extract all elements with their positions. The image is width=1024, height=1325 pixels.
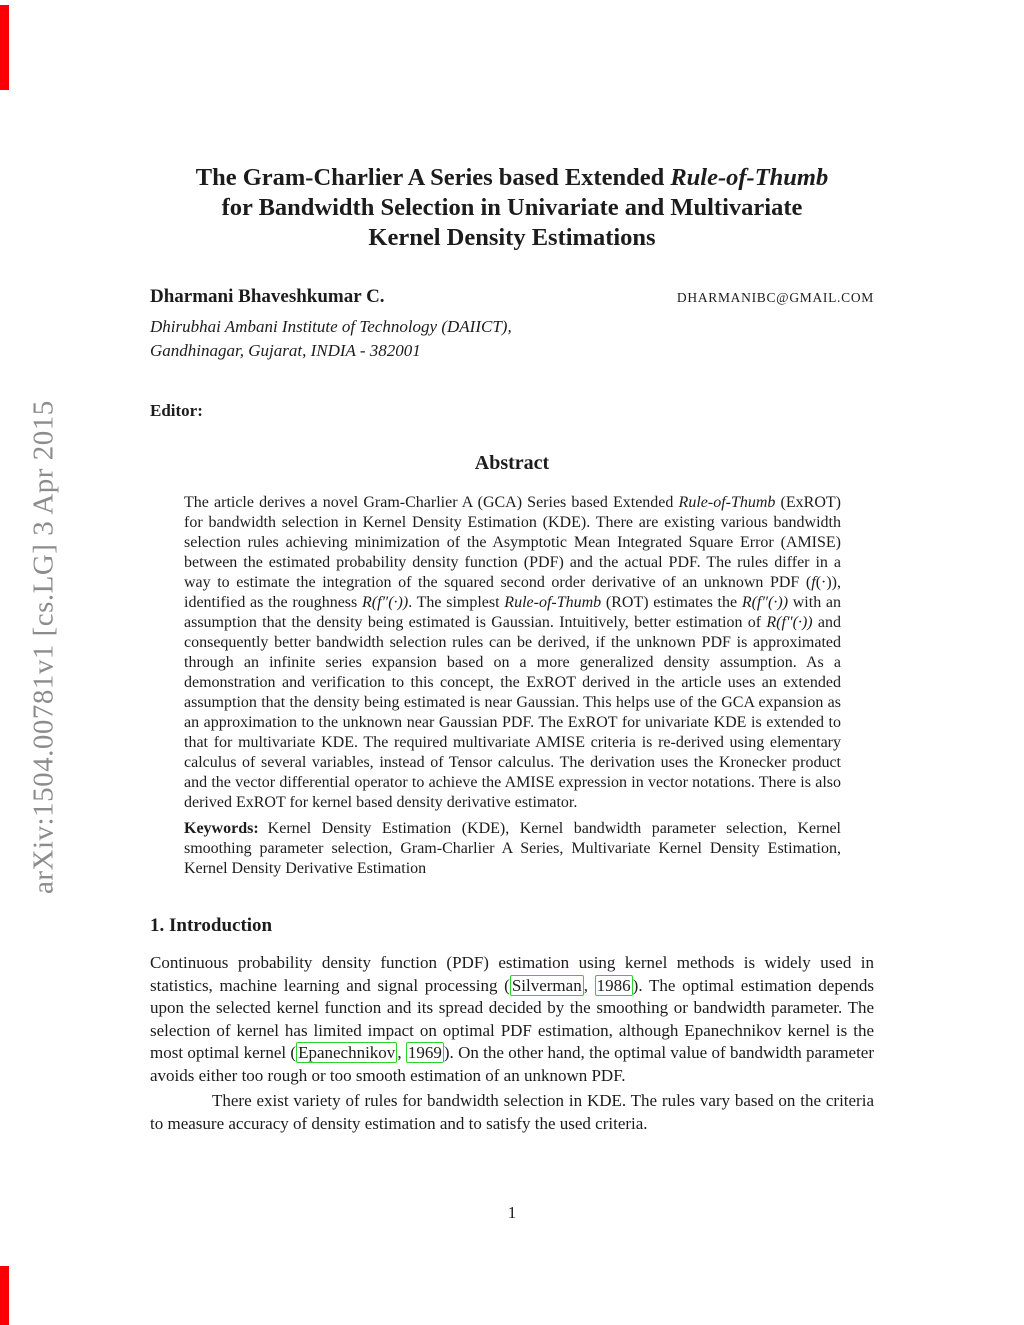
text-segment: ). The optimal estimation depends upon the selected kernel function and its spread decided by the smoothing or bandwidth parameter. The selection of kernel has limited impact on optimal PDF estimation, although Epanechnikov kernel is the most optimal kernel ( <box>150 975 874 1062</box>
text-segment: . The simplest <box>408 594 505 611</box>
text-segment: R(f″(·)) <box>741 594 789 611</box>
citation-link[interactable]: 1986 <box>596 975 631 995</box>
text-segment: Continuous probability density function (PDF) estimation using kernel methods is widely used in statistics, machine learning and signal processing ( <box>150 953 874 995</box>
abstract-heading: Abstract <box>474 452 550 474</box>
text-segment: , <box>583 975 595 995</box>
left-edge-marker-bottom <box>0 1266 9 1325</box>
title-line-2: for Bandwidth Selection in Univariate and Multivariate <box>221 194 803 221</box>
text-segment: , <box>397 1043 406 1062</box>
arxiv-watermark: arXiv:1504.00781v1 [cs.LG] 3 Apr 2015 <box>27 400 60 894</box>
title-line-3: Kernel Density Estimations <box>368 224 656 251</box>
paper-content <box>150 0 874 1135</box>
text-segment: (ROT) estimates the <box>601 594 742 611</box>
keywords-label: Keywords: <box>184 820 259 837</box>
text-segment: R(f″(·)) <box>766 614 813 631</box>
title-line-1 <box>150 163 874 193</box>
citation-link[interactable]: Silverman <box>511 975 582 995</box>
text-segment: Rule-of-Thumb <box>504 594 602 611</box>
paper-title <box>150 163 874 253</box>
author-affiliation <box>150 315 874 362</box>
keywords <box>184 819 841 879</box>
citation-link[interactable]: 1969 <box>407 1043 442 1062</box>
text-segment: with an assumption that the density being estimated is Gaussian. Intuitively, better estimation of <box>184 594 842 631</box>
text-segment: (ExROT) for bandwidth selection in Kernel Density Estimation (KDE). There are existing various bandwidth selection rules achieving minimization of the Asymptotic Mean Integrated Square Error (AMISE) between the estimated probability density function (PDF) and the actual PDF. The rules differ in a way to estimate the integration of the squared second order derivative of an unknown PDF ( <box>184 494 841 591</box>
title-line1-regular: The Gram-Charlier A Series based Extended <box>195 164 671 191</box>
intro-paragraph-1 <box>150 952 874 1087</box>
left-edge-marker-top <box>0 5 9 90</box>
affiliation-line-2: Gandhinagar, Gujarat, INDIA - 382001 <box>150 340 421 360</box>
text-segment: (·)), identified as the roughness <box>184 574 841 611</box>
author-email: DHARMANIBC@GMAIL.COM <box>676 290 874 305</box>
page-number: 1 <box>507 1203 517 1222</box>
intro-paragraph-2: There exist variety of rules for bandwidth selection in KDE. The rules vary based on the criteria to measure accuracy of density estimation and to satisfy the used criteria. <box>150 1091 874 1133</box>
text-segment: f <box>811 574 816 591</box>
author-row <box>150 286 874 308</box>
text-segment: Rule-of-Thumb <box>678 494 776 511</box>
author-name: Dharmani Bhaveshkumar C. <box>150 286 385 307</box>
citation-link[interactable]: Epanechnikov <box>298 1043 396 1062</box>
title-line1-italic: Rule-of-Thumb <box>670 164 829 191</box>
affiliation-line-1: Dhirubhai Ambani Institute of Technology (DAIICT), <box>150 317 512 336</box>
section-heading-introduction: 1. Introduction <box>150 915 273 936</box>
abstract-body <box>184 493 841 813</box>
editor-label: Editor: <box>150 401 203 420</box>
keywords-text: Kernel Density Estimation (KDE), Kernel bandwidth parameter selection, Kernel smoothing parameter selection, Gram-Charlier A Series, Multivariate Kernel Density Estimation, Kernel Density Derivative Estimation <box>184 820 841 877</box>
text-segment: and consequently better bandwidth selection rules can be derived, if the unknown PDF is approximated through an infinite series expansion based on a more generalized density assumption. As a demonstration and verification to this concept, the ExROT derived in the article uses an extended assumption that the density being estimated is near Gaussian. This helps use of the GCA expansion as an approximation to the unknown near Gaussian PDF. The ExROT for univariate KDE is extended to that for multivariate KDE. The required multivariate AMISE criteria is re-derived using elementary calculus of several variables, instead of Tensor calculus. The derivation uses the Kronecker product and the vector differential operator to achieve the AMISE expression in vector notations. There is also derived ExROT for kernel based density derivative estimator. <box>184 614 842 811</box>
text-segment: ). On the other hand, the optimal value of bandwidth parameter avoids either too rough or too smooth estimation of an unknown PDF. <box>150 1043 875 1085</box>
text-segment: The article derives a novel Gram-Charlier A (GCA) Series based Extended <box>184 494 679 511</box>
text-segment: R(f″(·)) <box>361 594 409 611</box>
